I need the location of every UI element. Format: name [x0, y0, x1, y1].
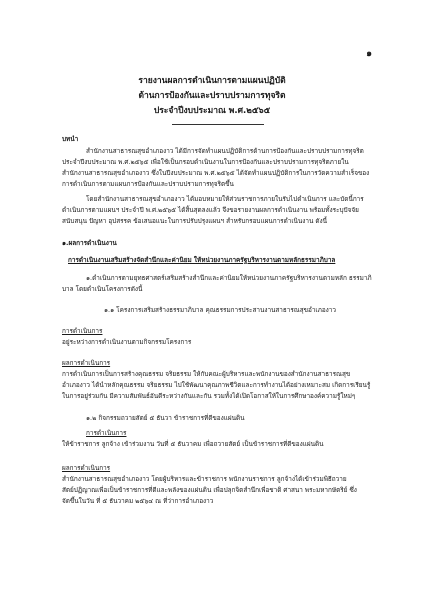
result-1-line-3: ในการอยู่ร่วมกัน มีความสัมพันธ์อันดีระหว่างกันและกัน รวมทั้งได้เปิดโอกาสให้ในการศึกษาองค์ความรู้ใหม่ๆ	[62, 392, 356, 400]
operation-text-2: ให้ข้าราชการ ลูกจ้าง เข้าร่วมงาน วันที่ ๕ ธันวาคม เพื่อถวายสัตย์ เป็นข้าราชการที่ดีของแผ่นดิน	[62, 440, 324, 448]
subsection-heading: การดำเนินงานเสริมสร้างจัดสำนึกและค่านิยม ให้หน่วยงานภาครัฐบริหารงานตามหลักธรรมาภิบาล	[68, 256, 336, 264]
item-1-line-2: บาล โดยดำเนินโครงการดังนี้	[62, 285, 143, 293]
intro2-line-1: โดยสำนักงานสาธารณสุขอำเภองาว ได้มอบหมายให้ส่วนราชการภายในรับไปดำเนินการ และบัดนี้การ	[86, 195, 364, 203]
result-2-line-1: สำนักงานสาธารณสุขอำเภองาว โดยผู้บริหารและข้าราชการ พนักงานราชการ ลูกจ้างได้เข้าร่วมพิธีถวาย	[62, 475, 347, 483]
title-line-3: ประจำปีงบประมาณ พ.ศ.๒๕๖๕	[153, 106, 271, 116]
intro-line-1: สำนักงานสาธารณสุขอำเภองาว ได้มีการจัดทำแผนปฏิบัติการด้านการป้องกันและปราบปรามการทุจริต	[86, 147, 364, 155]
result-1-line-1: การดำเนินการเป็นการสร้างคุณธรรม จริยธรรม ให้กับคณะผู้บริหารและพนักงานของสำนักงานสาธารณสุข	[62, 370, 351, 378]
result-label-1: ผลการดำเนินการ	[62, 359, 111, 367]
intro-heading: บทนำ	[62, 135, 79, 143]
intro2-line-2: ดำเนินการตามแผนฯ ประจำปี พ.ศ.๒๕๖๕ ได้สิ้นสุดลงแล้ว จึงขอรายงานผลการดำเนินงาน พร้อมทั้งระบุปัจจัย	[62, 206, 359, 214]
intro-line-3: สำนักงานสาธารณสุขอำเภองาว ซึ่งในปีงบประมาณ พ.ศ.๒๕๖๕ ได้จัดทำแผนปฏิบัติการในการวัดความสำเร็จของ	[62, 169, 370, 177]
operation-label-2: การดำเนินการ	[86, 429, 127, 437]
intro2-line-3: สนับสนุน ปัญหา อุปสรรค ข้อเสนอแนะในการปรับปรุงแผนฯ สำหรับกรอบแผนการดำเนินงาน ดังนี้	[62, 217, 328, 225]
result-label-2: ผลการดำเนินการ	[62, 464, 111, 472]
item-1-2: ๑.๒ กิจกรรมถวายสัตย์ ๕ ธันวา ข้าราชการที่ดีของแผ่นดิน	[86, 414, 245, 422]
operation-label-1: การดำเนินการ	[62, 327, 103, 335]
title-line-1: รายงานผลการดำเนินการตามแผนปฏิบัติ	[138, 76, 286, 86]
operation-text-1: อยู่ระหว่างการดำเนินงานตามกิจกรรมโครงการ	[62, 338, 192, 346]
report-title	[0, 74, 424, 119]
page-number: ๑	[366, 49, 372, 59]
item-1-line-1: ๑.ดำเนินการตามยุทธศาสตร์เสริมสร้างสำนึกและค่านิยมให้หน่วยงานภาครัฐบริหารงานตามหลัก ธรรมาภิ	[86, 274, 372, 282]
result-2-line-2: สัตย์ปฏิญาณเพื่อเป็นข้าราชการที่ดีและพลังของแผ่นดิน เพื่อปลุกจิตสำนึกเพื่อชาติ ศาสนา พระมหากษัตริย์ ซึ่ง	[62, 486, 357, 494]
title-underline	[172, 124, 264, 125]
title-line-2: ด้านการป้องกันและปราบปรามการทุจริต	[138, 91, 286, 101]
intro-line-2: ประจำปีงบประมาณ พ.ศ.๒๕๖๕ เพื่อใช้เป็นกรอบดำเนินงานในการป้องกันและปราบปรามการทุจริตภายใน	[62, 158, 349, 166]
section-1-heading: ๑.ผลการดำเนินงาน	[62, 239, 117, 247]
intro-line-4: การดำเนินการตามแผนการป้องกันและปราบปรามการทุจริตขึ้น	[62, 180, 234, 188]
result-1-line-2: อำเภองาว ได้นำหลักคุณธรรม จริยธรรม ไปใช้พัฒนาคุณภาพชีวิตและการทำงานได้อย่างเหมาะสม เกิดการเรียนรู้	[62, 381, 371, 389]
item-1-1: ๑.๑ โครงการเสริมสร้างธรรมาภิบาล คุณธรรมการประสานงานสาธารณสุขอำเภองาว	[104, 306, 336, 314]
result-2-line-3: จัดขึ้นในวัน ที่ ๕ ธันวาคม ๒๕๖๔ ณ ที่ว่าการอำเภองาว	[62, 497, 214, 505]
